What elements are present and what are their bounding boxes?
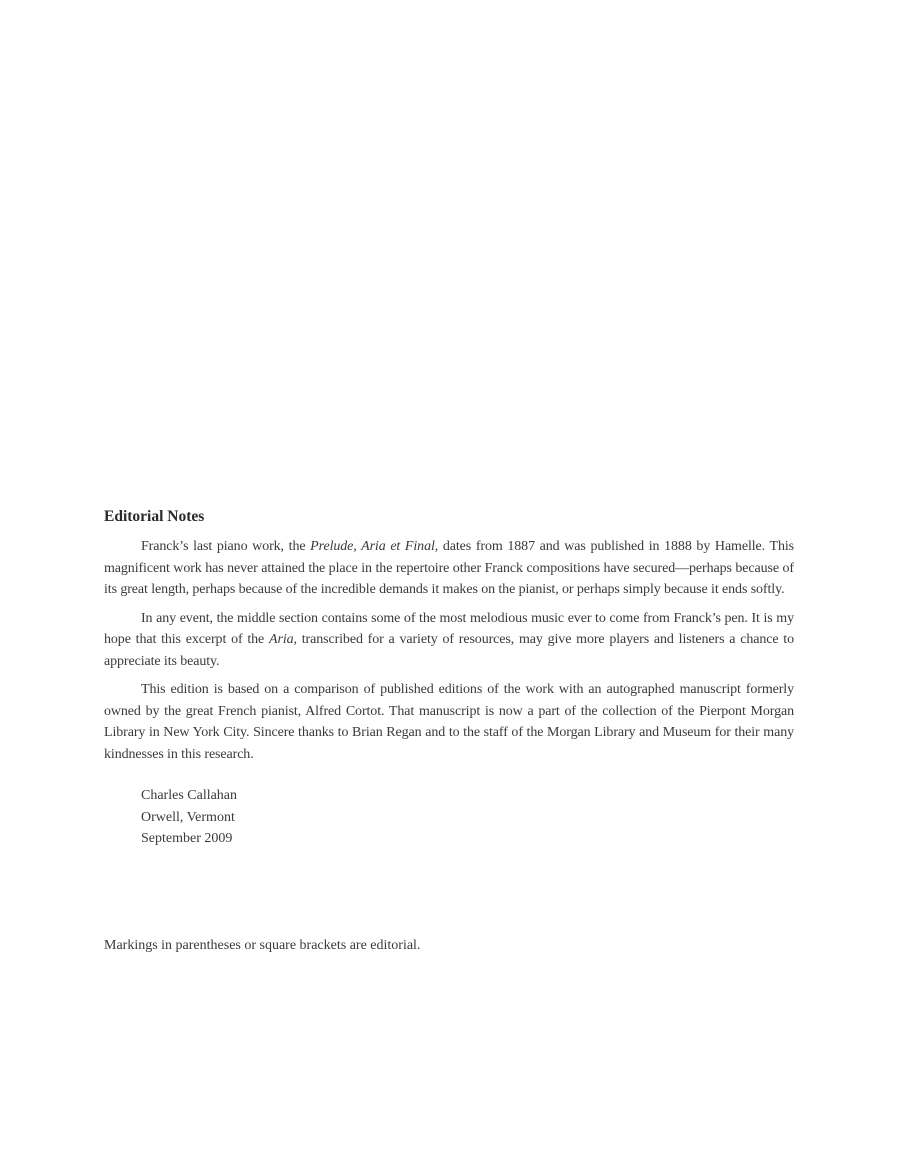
signature-name: Charles Callahan [141,788,238,803]
work-title-italic: Prelude, Aria et Final [310,539,435,554]
paragraph-2-text-before: In any event, the middle section contains some of the most melodious music ever to come from Franck’s pen. It is my hope that this excerpt of the [104,610,794,647]
signature-block [141,785,794,850]
section-heading: Editorial Notes [104,508,205,525]
paragraph-1-text-before: Franck’s last piano work, the [141,539,311,554]
paragraph-3 [104,679,794,765]
paragraph-2-text-after: , transcribed for a variety of resources, may give more players and listeners a chance to appreciate its beauty. [104,632,794,669]
paragraph-3-text: This edition is based on a comparison of published editions of the work with an autographed manuscript formerly owned by the great French pianist, Alfred Cortot. That manuscript is now a part of the collection of the Pierpont Morgan Library in New York City. Sincere thanks to Brian Regan and to the staff of the Morgan Library and Museum for their many kindnesses in this research. [104,682,794,762]
signature-place: Orwell, Vermont [141,809,235,825]
paragraph-1-text-after: , dates from 1887 and was published in 1888 by Hamelle. This magnificent work has never attained the place in the repertoire other Franck compositions have secured—perhaps because of its great length, perhaps because of the incredible demands it makes on the pianist, or perhaps simply because it ends softly. [104,539,794,597]
paragraph-1 [104,536,794,601]
aria-title-italic: Aria [269,632,294,647]
paragraph-2 [104,608,794,673]
signature-date: September 2009 [141,831,233,846]
editorial-markings-note: Markings in parentheses or square brackets are editorial. [104,938,421,953]
editorial-notes-section [104,507,794,850]
